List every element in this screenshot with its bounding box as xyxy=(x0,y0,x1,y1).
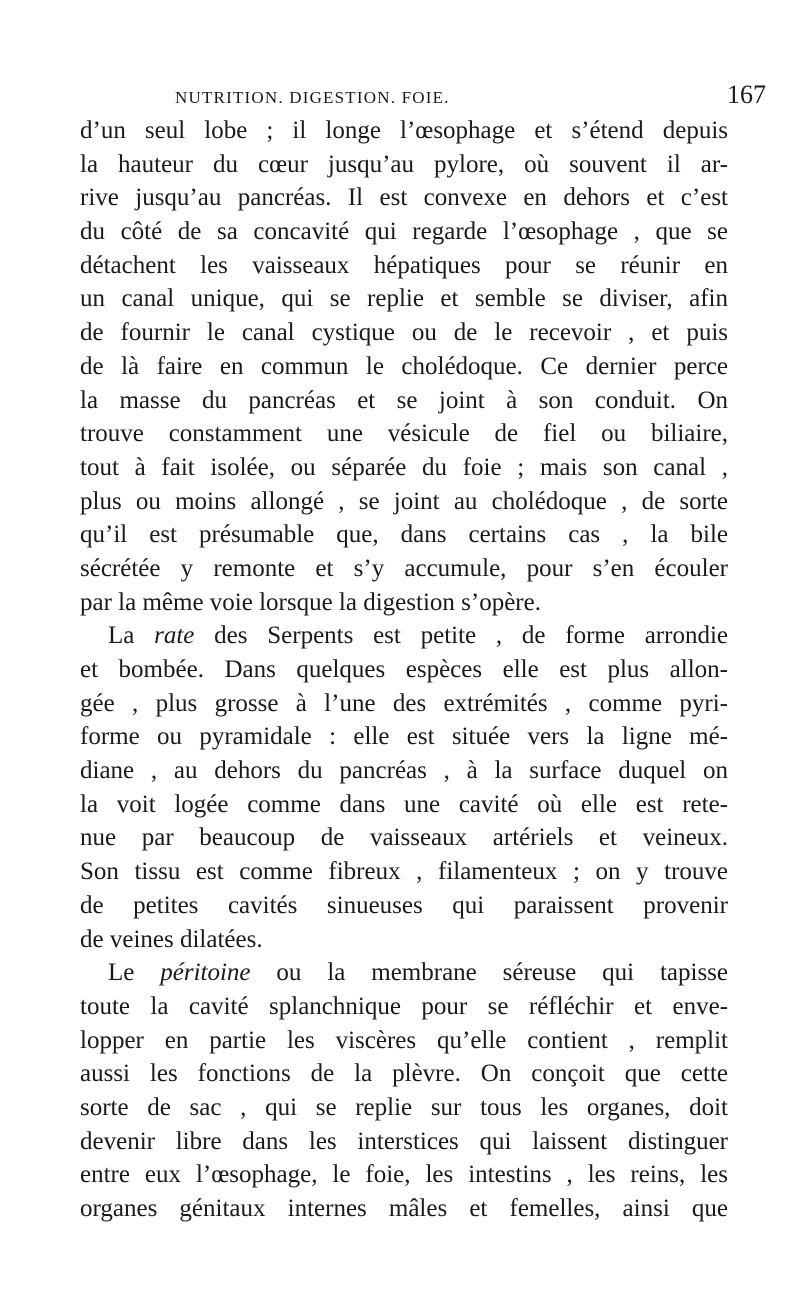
text-line: Son tissu est comme fibreux , filamenteux ; on y trouve xyxy=(80,858,728,886)
text-line: organes génitaux internes mâles et femelles, ainsi que xyxy=(80,1195,728,1222)
text-line: un canal unique, qui se replie et semble se diviser, afin xyxy=(80,285,728,313)
text-line: de petites cavités sinueuses qui paraissent provenir xyxy=(80,891,728,919)
text-line: aussi les fonctions de la plèvre. On conçoit que cette xyxy=(80,1060,728,1088)
text-line: gée , plus grosse à l’une des extrémités , comme pyri- xyxy=(80,689,728,717)
text-line: de fournir le canal cystique ou de le recevoir , et puis xyxy=(80,319,728,347)
text-line: plus ou moins allongé , se joint au cholédoque , de sorte xyxy=(80,487,728,515)
text-line: entre eux l’œsophage, le foie, les intestins , les reins, les xyxy=(80,1161,728,1189)
text-line: du côté de sa concavité qui regarde l’œsophage , que se xyxy=(80,218,728,246)
text-run: ou la membrane séreuse qui tapisse xyxy=(250,959,728,987)
text-line: trouve constamment une vésicule de fiel ou biliaire, xyxy=(80,420,728,448)
text-line: sorte de sac , qui se replie sur tous les organes, doit xyxy=(80,1093,728,1121)
text-line: devenir libre dans les interstices qui laissent distinguer xyxy=(80,1127,728,1155)
italic-term-rate: rate xyxy=(154,622,195,650)
text-line: toute la cavité splanchnique pour se réfléchir et enve- xyxy=(80,992,728,1020)
text-line: diane , au dehors du pancréas , à la surface duquel on xyxy=(80,757,728,785)
text-line: nue par beaucoup de vaisseaux artériels et veineux. xyxy=(80,824,728,852)
text-line: lopper en partie les viscères qu’elle contient , remplit xyxy=(80,1026,728,1054)
text-line: d’un seul lobe ; il longe l’œsophage et s’étend depuis xyxy=(80,117,728,144)
body-text xyxy=(80,114,728,1226)
text-run: des Serpents est petite , de forme arrondie xyxy=(194,622,728,650)
text-line xyxy=(80,619,728,653)
text-line: sécrétée y remonte et s’y accumule, pour s’en écouler xyxy=(80,554,728,582)
text-run: Le xyxy=(108,959,161,987)
text-line: rive jusqu’au pancréas. Il est convexe en dehors et c’est xyxy=(80,184,728,212)
text-run: La xyxy=(108,622,155,650)
text-line: la masse du pancréas et se joint à son conduit. On xyxy=(80,386,728,414)
text-line: tout à fait isolée, ou séparée du foie ; mais son canal , xyxy=(80,453,728,481)
text-line: et bombée. Dans quelques espèces elle est plus allon- xyxy=(80,656,728,683)
text-line: de veines dilatées. xyxy=(80,925,263,953)
running-title: NUTRITION. DIGESTION. FOIE. xyxy=(175,88,450,107)
text-line: qu’il est présumable que, dans certains cas , la bile xyxy=(80,521,728,549)
text-line: la voit logée comme dans une cavité où elle est rete- xyxy=(80,790,728,818)
text-line: la hauteur du cœur jusqu’au pylore, où souvent il ar- xyxy=(80,150,728,178)
text-line: de là faire en commun le cholédoque. Ce dernier perce xyxy=(80,352,728,380)
page-number: 167 xyxy=(727,80,766,109)
text-line xyxy=(80,956,728,990)
text-line: forme ou pyramidale : elle est située vers la ligne mé- xyxy=(80,723,728,751)
italic-term-peritoine: péritoine xyxy=(160,959,251,987)
text-line: détachent les vaisseaux hépatiques pour se réunir en xyxy=(80,251,728,279)
text-line: par la même voie lorsque la digestion s’opère. xyxy=(80,588,541,616)
